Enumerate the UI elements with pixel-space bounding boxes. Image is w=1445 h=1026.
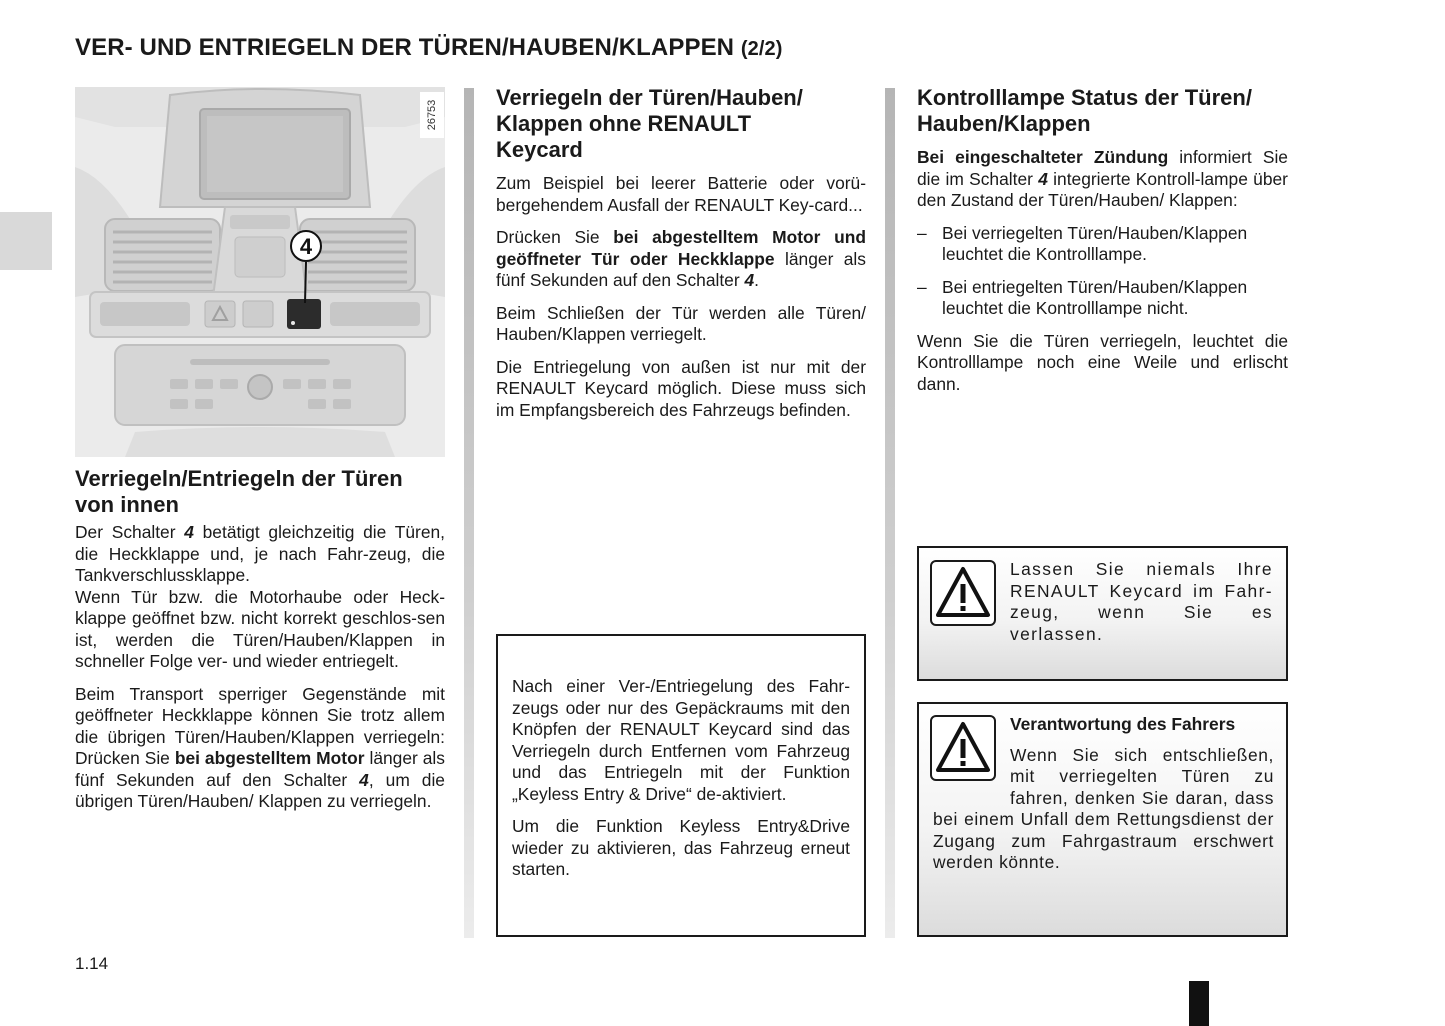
warning-2-text: Wenn Sie sich entschließen, mit verriegelten Türen zu fahren, denken Sie daran, dass bei einem Unfall dem Rettungsdienst der Zugang zum Fahrgastraum erschwert werden könnte. bbox=[933, 744, 1274, 872]
page-part-indicator: (2/2) bbox=[740, 38, 783, 60]
col2-p2-switch-ref: 4 bbox=[744, 270, 755, 290]
warning-box-keycard bbox=[917, 546, 1288, 681]
col3-heading: Kontrolllampe Status der Türen/ Hauben/Klappen bbox=[917, 85, 1252, 136]
col3-paragraph-2: Wenn Sie die Türen verriegeln, leuchtet die Kontrolllampe noch eine Weile und erlischt dann. bbox=[917, 330, 1288, 394]
car-dashboard-illustration bbox=[75, 87, 445, 457]
col3-paragraph-1 bbox=[917, 147, 1288, 212]
col1-p1-text-c: betätigt gleichzeitig die Türen, die Heckklappe und, je nach Fahr-zeug, die Tankverschlussklappe. bbox=[75, 522, 445, 585]
warning-box-driver bbox=[917, 702, 1288, 937]
col1-heading: Verriegeln/Entriegeln der Türen von innen bbox=[75, 466, 403, 517]
lamp-status-list bbox=[917, 223, 1288, 320]
list-item: – Bei verriegelten Türen/Hauben/Klappen leuchtet die Kontrolllampe. bbox=[917, 223, 1288, 266]
col1-p3-text-c: länger als fünf Sekunden auf den Schalter bbox=[75, 748, 445, 790]
col1-paragraph-2: Wenn Tür bzw. die Motorhaube oder Heck-klappe geöffnet bzw. nicht korrekt geschlos-sen ist, werden die Türen/Hauben/Klappen in schneller Folge ver- und wieder entriegelt. bbox=[75, 586, 445, 671]
figure-code-text: 26753 bbox=[426, 99, 438, 131]
col2-p2-text-e: . bbox=[754, 270, 760, 290]
col1-p3-switch-ref: 4 bbox=[359, 769, 369, 790]
page-title-text: VER- UND ENTRIEGELN DER TÜREN/HAUBEN/KLAPPEN bbox=[75, 34, 735, 61]
col1-p1-switch-ref: 4 bbox=[184, 522, 194, 542]
col2-paragraph-2 bbox=[496, 227, 866, 292]
note-paragraph-2: Um die Funktion Keyless Entry&Drive wieder zu aktivieren, das Fahrzeug erneut starten. bbox=[512, 816, 850, 879]
column-separator-2 bbox=[885, 88, 895, 938]
col1-p1-text-a: Der Schalter bbox=[75, 522, 176, 542]
col3-p1-text-d: integrierte Kontroll-lampe über den Zustand der Türen/Hauben/ Klappen: bbox=[917, 168, 1288, 210]
column-2 bbox=[496, 85, 866, 432]
column-3 bbox=[917, 85, 1288, 406]
page-title bbox=[75, 34, 783, 62]
col1-p3-text-a: Beim Transport sperriger Gegenstände mit geöffneter Heckklappe können Sie trotz allem die übrigen Türen/Hauben/Klappen verriegeln: Drücken Sie bbox=[75, 683, 445, 768]
col1-paragraph-3 bbox=[75, 684, 445, 813]
column-separator-1 bbox=[464, 88, 474, 938]
col1-p3-bold: bei abgestelltem Motor bbox=[174, 748, 365, 768]
col3-p1-text-b: informiert Sie die im Schalter bbox=[917, 147, 1288, 189]
column-1 bbox=[75, 466, 445, 824]
dashboard-figure bbox=[75, 87, 445, 457]
warning-1-text: Lassen Sie niemals Ihre RENAULT Keycard im Fahr-zeug, wenn Sie es verlassen. bbox=[1010, 559, 1273, 644]
figure-reference-code bbox=[420, 92, 444, 138]
col1-p3-text-e: , um die übrigen Türen/Hauben/ Klappen zu verriegeln. bbox=[75, 769, 445, 811]
col2-paragraph-4: Die Entriegelung von außen ist nur mit der RENAULT Keycard möglich. Diese muss sich im Empfangsbereich des Fahrzeugs befinden. bbox=[496, 356, 866, 420]
col2-paragraph-1: Zum Beispiel bei leerer Batterie oder vorü-bergehendem Ausfall der RENAULT Key-card... bbox=[496, 173, 866, 215]
col3-p1-switch-ref: 4 bbox=[1038, 168, 1048, 189]
warning-2-title: Verantwortung des Fahrers bbox=[1010, 714, 1236, 734]
col1-paragraph-1 bbox=[75, 522, 445, 587]
info-note-box bbox=[496, 634, 866, 937]
col3-p1-bold: Bei eingeschalteter Zündung bbox=[917, 147, 1169, 167]
page-corner-marker bbox=[1189, 981, 1209, 1026]
col2-p2-bold: bei abgestelltem Motor und geöffneter Tür oder Heckklappe bbox=[496, 227, 866, 269]
col2-p2-text-a: Drücken Sie bbox=[496, 227, 600, 247]
page-number: 1.14 bbox=[75, 954, 109, 973]
col2-paragraph-3: Beim Schließen der Tür werden alle Türen/ Hauben/Klappen verriegelt. bbox=[496, 302, 866, 344]
figure-callout-4: 4 bbox=[299, 234, 313, 259]
warning-triangle-icon bbox=[930, 560, 996, 626]
warning-2-content bbox=[933, 714, 1274, 874]
list-item: – Bei entriegelten Türen/Hauben/Klappen leuchtet die Kontrolllampe nicht. bbox=[917, 277, 1288, 320]
col2-heading: Verriegeln der Türen/Hauben/ Klappen ohne RENAULT Keycard bbox=[496, 85, 803, 162]
note-paragraph-1: Nach einer Ver-/Entriegelung des Fahr-zeugs oder nur des Gepäckraums mit den Knöpfen der RENAULT Keycard sind das Verriegeln durch Entfernen vom Fahrzeug und das Entriegeln mit der Funktion „Keyless Entry & Drive“ de-aktiviert. bbox=[512, 676, 850, 804]
chapter-tab-marker bbox=[0, 212, 52, 270]
col2-p2-text-c: länger als fünf Sekunden auf den Schalter bbox=[496, 248, 866, 290]
